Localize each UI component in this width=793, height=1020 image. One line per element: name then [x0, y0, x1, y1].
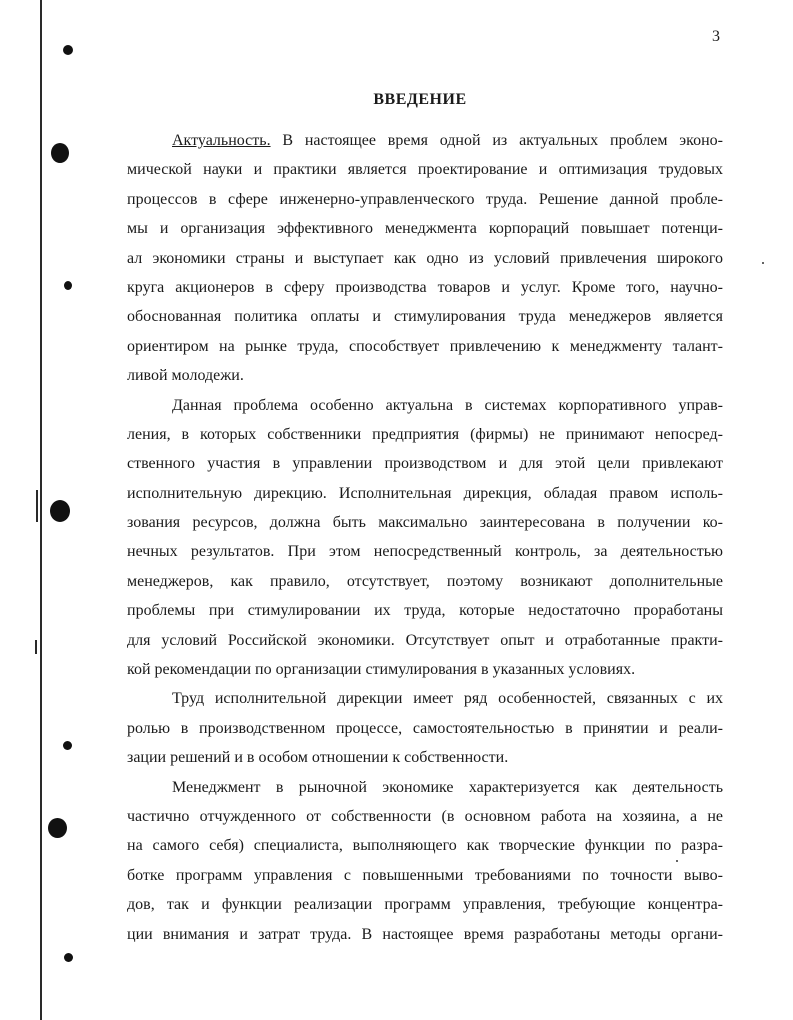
- paragraph: [127, 126, 723, 391]
- punch-hole: [64, 281, 72, 290]
- text-line: на самого себя) специалиста, выполняющего как творческие функции по разра-: [127, 837, 723, 855]
- paragraph: [127, 684, 723, 772]
- punch-hole: [63, 45, 73, 55]
- text-line: ботке программ управления с повышенными требованиями по точности выво-: [127, 866, 723, 884]
- text-line: круга акционеров в сферу производства товаров и услуг. Кроме того, научно-: [127, 278, 723, 296]
- text-line: проблемы при стимулировании их труда, которые недостаточно проработаны: [127, 602, 723, 620]
- text-line: для условий Российской экономики. Отсутствует опыт и отработанные практи-: [127, 631, 723, 649]
- text-line: процессов в сфере инженерно-управленческого труда. Решение данной пробле-: [127, 190, 723, 208]
- text-line: исполнительную дирекцию. Исполнительная дирекция, обладая правом исполь-: [127, 484, 723, 502]
- margin-mark: [35, 640, 37, 654]
- text-line: ственного участия в управлении производством и для этой цели привлекают: [127, 455, 723, 473]
- left-margin-line: [40, 0, 42, 1020]
- paragraph: [127, 391, 723, 685]
- margin-mark: [36, 490, 38, 522]
- text-line: ления, в которых собственники предприятия (фирмы) не принимают непосред-: [127, 425, 723, 443]
- keyword-underlined: Актуальность.: [172, 132, 271, 149]
- text-line: ции внимания и затрат труда. В настоящее время разработаны методы органи-: [127, 925, 723, 943]
- text-line: нечных результатов. При этом непосредственный контроль, за деятельностью: [127, 543, 723, 561]
- text-line: зования ресурсов, должна быть максимально заинтересована в получении ко-: [127, 514, 723, 532]
- punch-hole: [48, 818, 67, 838]
- text-line: кой рекомендации по организации стимулирования в указанных условиях.: [127, 661, 636, 679]
- text-line: мы и организация эффективного менеджмента корпораций повышает потенци-: [127, 220, 723, 238]
- paragraph: [127, 773, 723, 949]
- page-title: ВВЕДЕНИЕ: [373, 91, 467, 108]
- punch-hole: [64, 953, 73, 962]
- punch-hole: [51, 143, 69, 163]
- text-line: Данная проблема особенно актуальна в системах корпоративного управ-: [172, 396, 723, 414]
- scan-speck: [762, 262, 764, 264]
- text-line: дов, так и функции реализации программ управления, требующие концентра-: [127, 896, 723, 914]
- text-line: ал экономики страны и выступает как одно из условий привлечения широкого: [127, 249, 723, 267]
- text-line: зации решений и в особом отношении к собственности.: [127, 749, 509, 767]
- text-line: Актуальность. В настоящее время одной из актуальных проблем эконо-: [172, 132, 723, 149]
- punch-hole: [50, 500, 70, 522]
- text-line: обоснованная политика оплаты и стимулирования труда менеджеров является: [127, 308, 723, 326]
- text-line: частично отчужденного от собственности (в основном работа на хозяина, а не: [127, 807, 723, 825]
- text-line: Менеджмент в рыночной экономике характеризуется как деятельность: [172, 778, 723, 796]
- text-line: менеджеров, как правило, отсутствует, поэтому возникают дополнительные: [127, 572, 723, 590]
- text-line: ориентиром на рынке труда, способствует привлечению к менеджменту талант-: [127, 337, 723, 355]
- text-line: мической науки и практики является проектирование и оптимизация трудовых: [127, 161, 723, 179]
- page-number: 3: [712, 28, 720, 45]
- text-line: Труд исполнительной дирекции имеет ряд особенностей, связанных с их: [172, 690, 723, 708]
- punch-hole: [63, 741, 72, 750]
- body-text: [127, 126, 723, 949]
- text-line: ролью в производственном процессе, самостоятельностью в принятии и реали-: [127, 719, 723, 737]
- text-line: ливой молодежи.: [127, 367, 244, 385]
